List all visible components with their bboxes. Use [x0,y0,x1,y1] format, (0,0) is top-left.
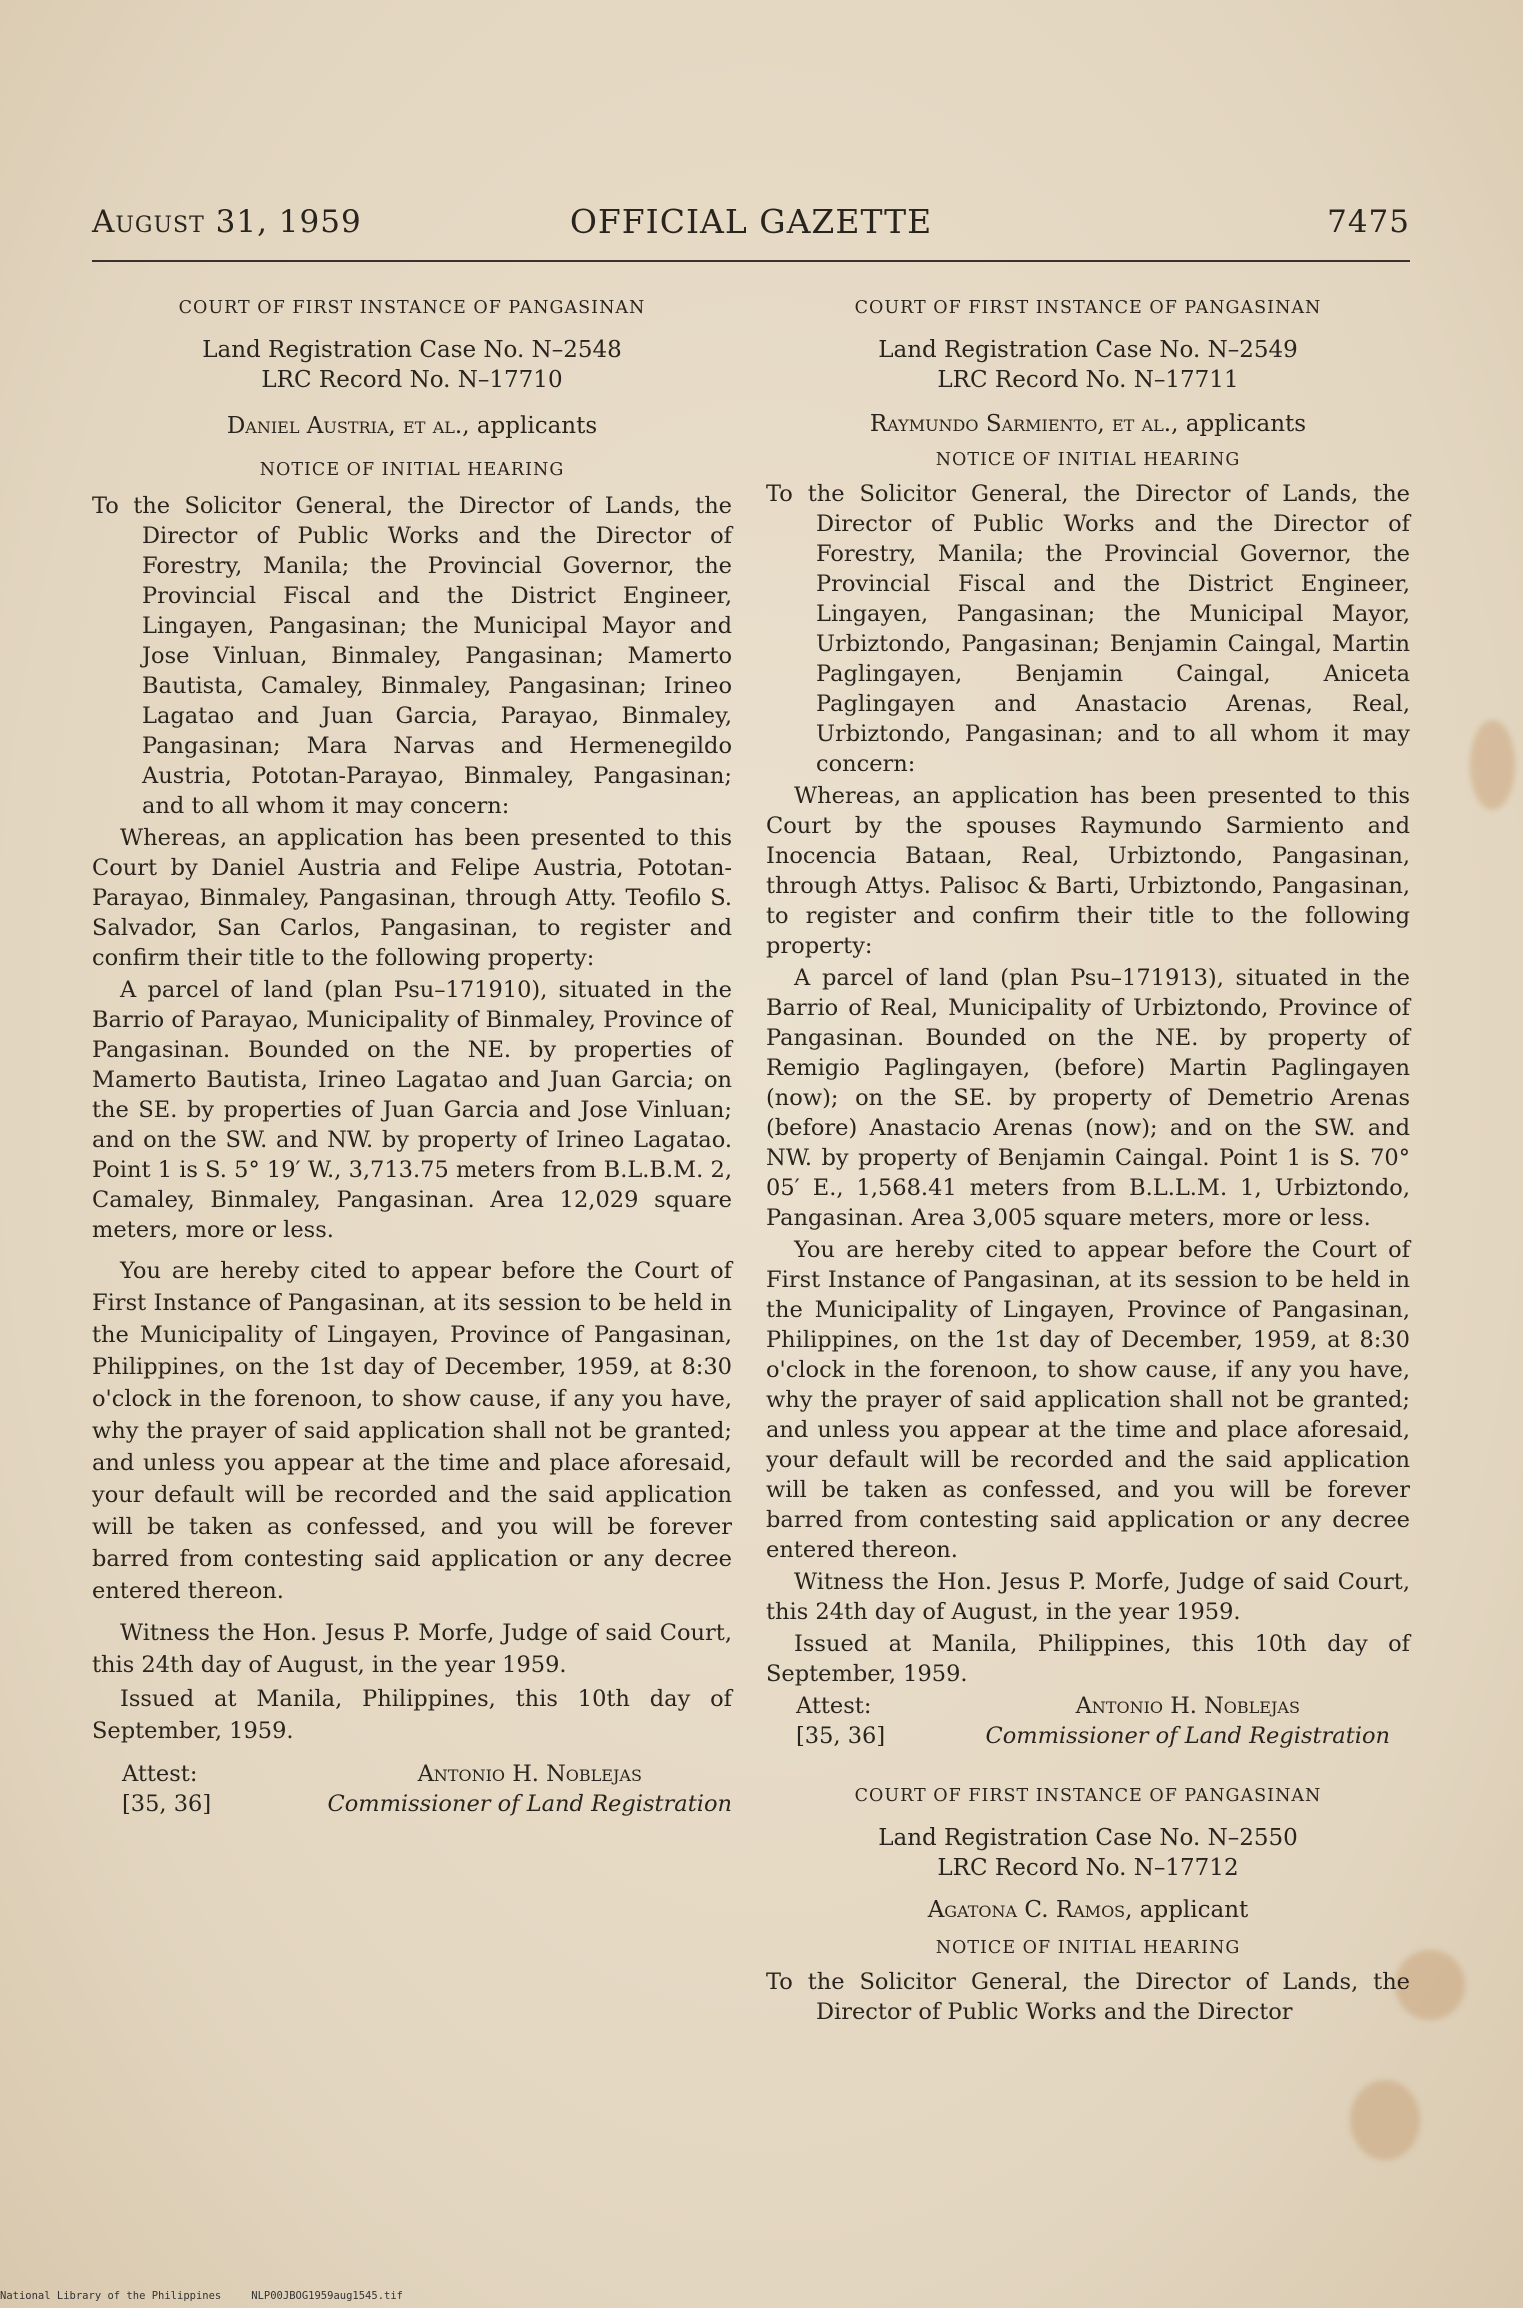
issue-reference: [35, 36] [122,1791,212,1817]
scan-footer [0,2290,403,2302]
parcel-paragraph: A parcel of land (plan Psu–171913), situated in the Barrio of Real, Municipality of Urbiztondo, Province of Pangasinan. Bounded on the NE. by property of Remigio Paglingayen, (before) Martin Paglingayen (now); on the SE. by property of Demetrio Arenas (before) Anastacio Arenas (now); and on the SW. and NW. by property of Benjamin Caingal. Point 1 is S. 70° 05′ E., 1,568.41 meters from B.L.L.M. 1, Urbiztondo, Pangasinan. Area 3,005 square meters, more or less. [766,965,1410,1231]
court-heading: COURT OF FIRST INSTANCE OF PANGASINAN [854,1786,1322,1806]
case-number: Land Registration Case No. N–2550 [878,1825,1298,1851]
attestation-left [796,1691,885,1751]
applicants-line [92,411,732,441]
addressees-paragraph: To the Solicitor General, the Director of Lands, the Director of Public Works and the Director of Forestry, Manila; the Provincial Governor, the Provincial Fiscal and the District Engineer, Lingayen, Pangasinan; the Municipal Mayor, Urbiztondo, Pangasinan; Benjamin Caingal, Martin Paglingayen, Benjamin Caingal, Aniceta Paglingayen and Anastacio Arenas, Real, Urbiztondo, Pangasinan; and to all whom it may concern: [766,481,1410,777]
file-name: NLP00JBOG1959aug1545.tif [251,2290,403,2302]
applicants-line [766,409,1410,439]
whereas-paragraph: Whereas, an application has been presented to this Court by Daniel Austria and Felipe Austria, Pototan-Parayao, Binmaley, Pangasinan, through Atty. Teofilo S. Salvador, San Carlos, Pangasinan, to register and confirm their title to the following property: [92,825,732,971]
witness-paragraph: Witness the Hon. Jesus P. Morfe, Judge of said Court, this 24th day of August, in the year 1959. [92,1620,732,1678]
attestation-block [766,1691,1410,1751]
publication-title: OFFICIAL GAZETTE [569,202,933,241]
applicants-suffix: , applicants [462,413,598,439]
applicants-name: Raymundo Sarmiento, et al. [869,411,1172,437]
signer-name: Antonio H. Noblejas [1075,1693,1300,1719]
applicants-line [766,1895,1410,1925]
right-column [766,285,1410,2027]
stain [1350,2080,1420,2160]
issued-paragraph: Issued at Manila, Philippines, this 10th day of September, 1959. [766,1631,1410,1687]
signer-title: Commissioner of Land Registration [985,1723,1390,1749]
whereas-paragraph: Whereas, an application has been presented to this Court by the spouses Raymundo Sarmiento and Inocencia Bataan, Real, Urbiztondo, Pangasinan, through Attys. Palisoc & Barti, Urbiztondo, Pangasinan, to register and confirm their title to the following property: [766,783,1410,959]
witness-paragraph: Witness the Hon. Jesus P. Morfe, Judge of said Court, this 24th day of August, in the year 1959. [766,1569,1410,1625]
issued-paragraph: Issued at Manila, Philippines, this 10th day of September, 1959. [92,1686,732,1744]
applicants-suffix: , applicant [1125,1897,1249,1923]
issue-date: August 31, 1959 [92,204,362,240]
issue-reference: [35, 36] [796,1723,886,1749]
page-number: 7475 [1327,204,1410,240]
left-column [92,285,732,1819]
case-number: Land Registration Case No. N–2549 [878,337,1298,363]
signature-block [986,1691,1391,1751]
attest-label: Attest: [796,1693,872,1719]
notice-heading: NOTICE OF INITIAL HEARING [935,1938,1241,1958]
citation-paragraph: You are hereby cited to appear before the Court of First Instance of Pangasinan, at its session to be held in the Municipality of Lingayen, Province of Pangasinan, Philippines, on the 1st day of December, 1959, at 8:30 o'clock in the forenoon, to show cause, if any you have, why the prayer of said application shall not be granted; and unless you appear at the time and place aforesaid, your default will be recorded and the said application will be taken as confessed, and you will be forever barred from contesting said application or any decree entered thereon. [766,1237,1410,1563]
attestation-block [92,1759,732,1819]
attestation-left [122,1759,211,1819]
signer-title: Commissioner of Land Registration [327,1791,732,1817]
record-number: LRC Record No. N–17711 [937,367,1239,393]
notice-heading: NOTICE OF INITIAL HEARING [935,450,1241,470]
stain [1470,720,1515,810]
signature-block [328,1759,733,1819]
signer-name: Antonio H. Noblejas [417,1761,642,1787]
record-number: LRC Record No. N–17712 [937,1855,1239,1881]
addressees-paragraph: To the Solicitor General, the Director of Lands, the Director of Public Works and the Director of Forestry, Manila; the Provincial Governor, the Provincial Fiscal and the District Engineer, Lingayen, Pangasinan; the Municipal Mayor and Jose Vinluan, Binmaley, Pangasinan; Mamerto Bautista, Camaley, Binmaley, Pangasinan; Irineo Lagatao and Juan Garcia, Parayao, Binmaley, Pangasinan; Mara Narvas and Hermenegildo Austria, Pototan-Parayao, Binmaley, Pangasinan; and to all whom it may concern: [92,493,732,819]
court-heading: COURT OF FIRST INSTANCE OF PANGASINAN [854,298,1322,318]
addressees-paragraph: To the Solicitor General, the Director of Lands, the Director of Public Works and the Director [766,1969,1410,2025]
record-number: LRC Record No. N–17710 [261,367,563,393]
applicants-suffix: , applicants [1171,411,1307,437]
applicants-name: Daniel Austria, et al. [226,413,463,439]
court-heading: COURT OF FIRST INSTANCE OF PANGASINAN [178,298,646,318]
notice-2550 [766,1781,1410,2027]
notice-2549 [766,293,1410,1751]
citation-paragraph: You are hereby cited to appear before the Court of First Instance of Pangasinan, at its session to be held in the Municipality of Lingayen, Province of Pangasinan, Philippines, on the 1st day of December, 1959, at 8:30 o'clock in the forenoon, to show cause, if any you have, why the prayer of said application shall not be granted; and unless you appear at the time and place aforesaid, your default will be recorded and the said application will be taken as confessed, and you will be forever barred from contesting said application or any decree entered thereon. [92,1258,732,1604]
page-header [92,200,1410,262]
library-credit: National Library of the Philippines [0,2290,222,2302]
parcel-paragraph: A parcel of land (plan Psu–171910), situated in the Barrio of Parayao, Municipality of Binmaley, Province of Pangasinan. Bounded on the NE. by properties of Mamerto Bautista, Irineo Lagatao and Juan Garcia; on the SE. by properties of Juan Garcia and Jose Vinluan; and on the SW. and NW. by property of Irineo Lagatao. Point 1 is S. 5° 19′ W., 3,713.75 meters from B.L.B.M. 2, Camaley, Binmaley, Pangasinan. Area 12,029 square meters, more or less. [92,977,732,1243]
applicants-name: Agatona C. Ramos [927,1897,1126,1923]
attest-label: Attest: [122,1761,198,1787]
notice-heading: NOTICE OF INITIAL HEARING [259,460,565,480]
case-number: Land Registration Case No. N–2548 [202,337,622,363]
